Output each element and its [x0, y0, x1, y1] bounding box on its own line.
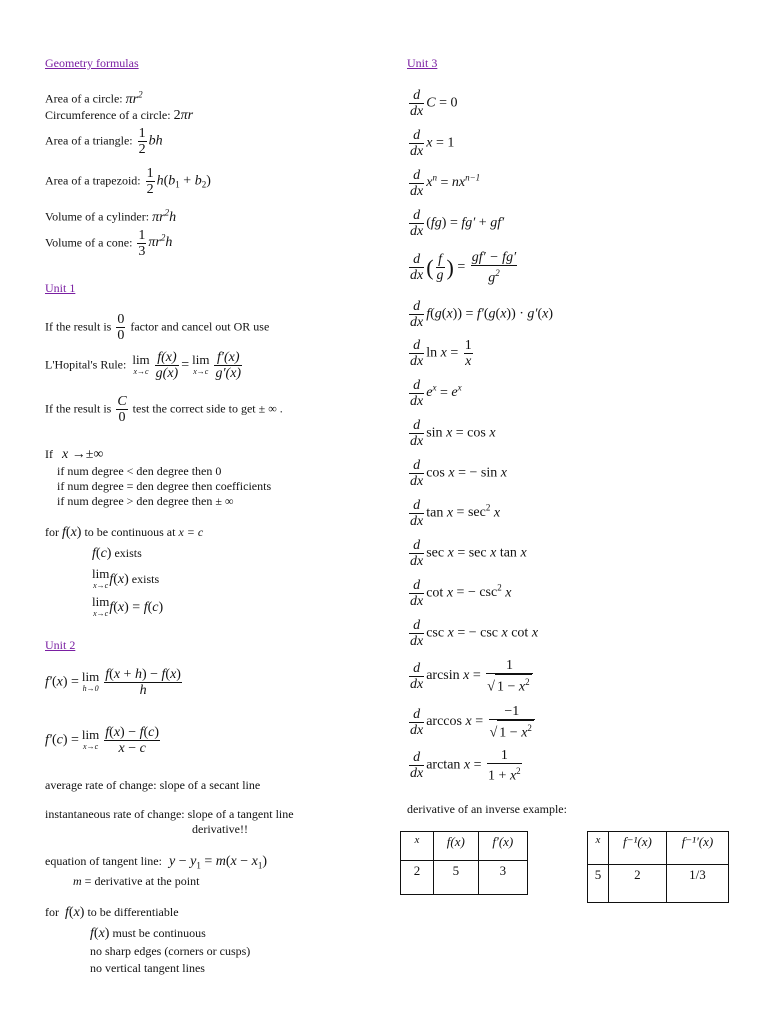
unit1-header: Unit 1	[45, 281, 76, 295]
circumference-formula: 2πr	[173, 108, 194, 123]
cylinder-volume-line	[45, 207, 176, 226]
rule-constant: $\frac{d}{dx}$ C = 0	[410, 88, 458, 119]
derivative-definition: f′(x) = lim h→0 $\frac{f(x + h) - f(x)}{h}$	[45, 667, 181, 698]
rule-sec: $\frac{d}{dx}$ sec x = sec x tan x	[410, 538, 527, 569]
infinity-line: If x →±∞	[45, 447, 104, 462]
table1-header-fx: f(x)	[434, 832, 479, 861]
table2-cell-x: 5	[588, 865, 609, 903]
table1-cell-fpx: 3	[478, 861, 527, 895]
unit2-header: Unit 2	[45, 638, 76, 652]
table2-cell-finvp: 1/3	[666, 865, 728, 903]
circumference-line	[45, 108, 193, 124]
trapezoid-fraction: $\frac{1}{2}$	[146, 166, 154, 197]
continuity-cond-3: lim x→c f(x) = f(c)	[92, 594, 164, 618]
result-c-line	[45, 394, 283, 425]
average-rate: average rate of change: slope of a secant line	[45, 778, 261, 792]
rule-x: $\frac{d}{dx}$ x = 1	[410, 128, 455, 159]
result-zero-line	[45, 312, 269, 343]
rule-quotient: $\frac{d}{dx}$ ( $\frac{f}{g}$ ) = $\frac{gf' - fg'}{g^2}$	[410, 250, 517, 286]
m-definition: m = derivative at the point	[73, 874, 200, 888]
circle-area-formula: $\pi r^2$	[125, 89, 143, 107]
table2-header-finvp: f⁻¹′(x)	[666, 832, 728, 865]
inverse-function-table	[587, 831, 729, 903]
must-be-continuous-line: f(x) must be continuous	[90, 926, 206, 941]
degree-less: if num degree < den degree then 0	[57, 464, 222, 478]
function-table	[400, 831, 528, 895]
rule-exp: $\frac{d}{dx}$ $e^x = e^x$	[410, 378, 462, 409]
rule-tan: $\frac{d}{dx}$ $\tan x = \sec^2 x$	[410, 498, 501, 529]
rule-power: $\frac{d}{dx}$ $x^n = nx^{n-1}$	[410, 168, 481, 199]
cylinder-volume-label: Volume of a cylinder:	[45, 209, 150, 224]
derivative-at-point: f′(c) = lim x→c $\frac{f(x) - f(c)}{x - c}$	[45, 725, 160, 756]
continuity-cond-1: f(c) exists	[92, 546, 142, 561]
geometry-formulas-header: Geometry formulas	[45, 56, 139, 70]
triangle-fraction: $\frac{1}{2}$	[138, 126, 146, 157]
triangle-area-line: Area of a triangle: $\frac{1}{2}$ bh	[45, 126, 163, 157]
if-label: If	[45, 447, 53, 461]
lhopital-label: L'Hopital's Rule:	[45, 357, 127, 372]
continuity-cond-2: lim x→c f(x) exists	[92, 566, 160, 590]
lhopital-line: L'Hopital's Rule: lim x→c $\frac{f(x)}{g(x)}$ = lim x→c $\frac{f'(x)}{g'(x)}$	[45, 350, 242, 381]
no-sharp-edges: no sharp edges (corners or cusps)	[90, 944, 251, 958]
unit3-header: Unit 3	[407, 56, 438, 70]
table1-cell-fx: 5	[434, 861, 479, 895]
rule-csc: $\frac{d}{dx}$ csc x = − csc x cot x	[410, 618, 539, 649]
degree-greater: if num degree > den degree then ± ∞	[57, 494, 234, 508]
circle-area-line	[45, 89, 143, 108]
cone-volume-line: Volume of a cone: $\frac{1}{3}$ $\pi r^2h$	[45, 228, 173, 259]
circle-area-label: Area of a circle:	[45, 91, 123, 106]
table1-header-x: x	[401, 832, 434, 861]
zero-over-zero: $\frac{0}{0}$	[117, 312, 125, 343]
rule-chain: $\frac{d}{dx}$ f(g(x)) = f′(g(x)) · g′(x)	[410, 299, 554, 330]
rule-cos: $\frac{d}{dx}$ cos x = − sin x	[410, 458, 507, 489]
table2-header-x: x	[588, 832, 609, 865]
rule-sin: $\frac{d}{dx}$ sin x = cos x	[410, 418, 496, 449]
rule-arctan: $\frac{d}{dx}$ arctan x = $\frac{1}{1 + x^2}$	[410, 748, 521, 784]
circumference-label: Circumference of a circle:	[45, 108, 171, 122]
rule-arccos: $\frac{d}{dx}$ arccos x = $\frac{-1}{√ 1 - x^2}$	[407, 704, 537, 741]
derivative-note: derivative!!	[192, 822, 248, 836]
result-c-post: test the correct side to get ± ∞ .	[132, 401, 283, 416]
inverse-example-label: derivative of an inverse example:	[407, 802, 567, 816]
tangent-line-eq: equation of tangent line: $y - y_1 = m(x - x_1)$	[45, 854, 268, 871]
trapezoid-area-line: Area of a trapezoid: $\frac{1}{2}$ $h(b_1 + b_2)$	[45, 166, 211, 197]
table1-cell-x: 2	[401, 861, 434, 895]
instantaneous-rate: instantaneous rate of change: slope of a tangent line	[45, 807, 294, 821]
result-c-pre: If the result is	[45, 401, 112, 416]
no-vertical-tangents: no vertical tangent lines	[90, 961, 205, 975]
table1-header-fpx: f′(x)	[478, 832, 527, 861]
triangle-area-label: Area of a triangle:	[45, 133, 133, 148]
rule-product: $\frac{d}{dx}$ (fg) = fg′ + gf′	[410, 208, 505, 239]
trapezoid-area-label: Area of a trapezoid:	[45, 173, 141, 188]
rule-arcsin: $\frac{d}{dx}$ arcsin x = $\frac{1}{√ 1 - x^2}$	[407, 658, 535, 695]
table2-header-finv: f⁻¹(x)	[609, 832, 667, 865]
differentiable-line: for f(x) to be differentiable	[45, 905, 179, 920]
c-over-zero: $\frac{C}{0}$	[117, 394, 127, 425]
table2-cell-finv: 2	[609, 865, 667, 903]
continuity-line: for f(x) to be continuous at x = c	[45, 525, 204, 540]
degree-equal: if num degree = den degree then coefficients	[57, 479, 272, 493]
rule-cot: $\frac{d}{dx}$ cot x = − $\csc^2 x$	[410, 578, 512, 609]
result-zero-pre: If the result is	[45, 319, 112, 334]
cylinder-formula: $\pi r^2h$	[152, 207, 177, 225]
rule-ln: $\frac{d}{dx}$ ln x = $\frac{1}{x}$	[410, 338, 472, 369]
result-zero-post: factor and cancel out OR use	[130, 319, 270, 334]
cone-fraction: $\frac{1}{3}$	[138, 228, 146, 259]
cone-volume-label: Volume of a cone:	[45, 235, 133, 250]
